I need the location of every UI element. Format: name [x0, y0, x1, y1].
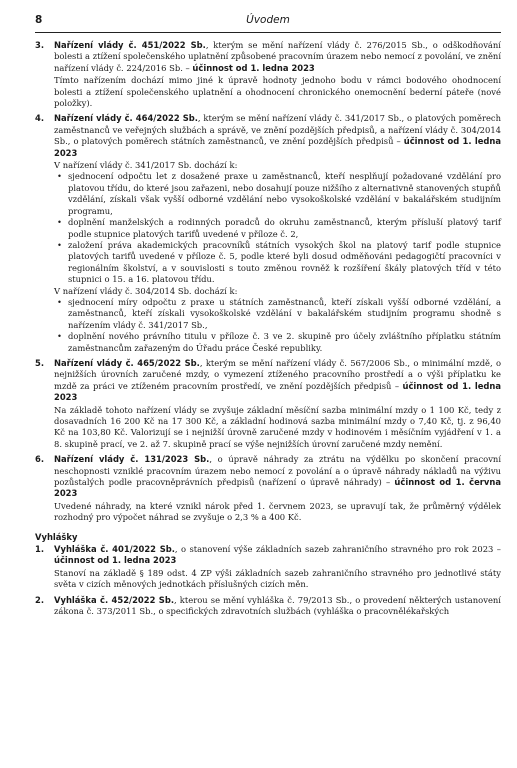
decree-title: Vyhláška č. 401/2022 Sb. [54, 544, 175, 555]
item-paragraph: Na základě tohoto nařízení vlády se zvyšuje základní měsíční sazba minimální mzdy o 1 100 Kč, tedy z dosavadních 16 200 Kč na 17 300 Kč, a základní hodinová sazba minimální mzdy o 7,40 Kč, tj. z 96,40 Kč na 103,80 Kč. Valorizují se i nejnižší úrovně zaručené mzdy v hodinovém i měsíčním vyjádření v 1. a 8. skupině prací, ve 2. až 7. skupině prací se výše nejnižších úrovní zaručené mzdy nemění. [54, 404, 501, 449]
item-heading [54, 595, 501, 618]
list-item [54, 331, 501, 354]
section-heading: Vyhlášky [35, 531, 78, 542]
item-heading [54, 544, 501, 567]
regulation-description: , kterým se mění nařízení vlády č. 567/2006 Sb., o minimální mzdě, o nejnižších úrovních zaručené mzdy, o vymezení ztíženého pracovního prostředí a o výši příplatku ke mzdě za práci ve ztíženém pracovním prostředí, ve znění pozdějších předpisů – [54, 357, 502, 391]
bullet-icon: • [57, 331, 62, 342]
bullet-list [54, 297, 501, 354]
decree-item [35, 544, 501, 591]
regulation-item [35, 358, 501, 450]
item-paragraph: Tímto nařízením dochází mimo jiné k úpravě hodnoty jednoho bodu v rámci bodového ohodnocení bolesti a ztížení společenského uplatnění a ohodnocení chronického onemocnění bederní páteře (nové položky). [54, 75, 501, 109]
item-number: 2. [35, 594, 45, 605]
regulation-item [35, 113, 501, 354]
running-title: Úvodem [246, 14, 290, 26]
regulation-item [35, 454, 501, 523]
item-number: 1. [35, 544, 45, 555]
bullet-list [54, 171, 501, 285]
item-number: 6. [35, 454, 45, 465]
effective-date: účinnost od 1. ledna 2023 [192, 62, 315, 73]
bullet-icon: • [57, 239, 62, 250]
list-item-text: doplnění manželských a rodinných poradců do okruhu zaměstnanců, kterým přísluší platový tarif podle stupnice platových tarifů uvedené v příloze č. 2, [68, 217, 501, 239]
bullet-icon: • [57, 171, 62, 182]
regulation-title: Nařízení vlády č. 464/2022 Sb. [54, 113, 198, 124]
item-heading [54, 40, 501, 74]
item-heading [54, 454, 501, 500]
list-item [54, 240, 501, 286]
list-item-text: doplnění nového právního titulu v příloze č. 3 ve 2. skupině pro účely zvláštního příplatku státním zaměstnancům zařazeným do Úřadu práce České republiky. [68, 331, 501, 353]
item-number: 5. [35, 357, 45, 368]
list-item [54, 217, 501, 240]
regulation-title: Nařízení vlády č. 465/2022 Sb. [54, 357, 200, 368]
decree-description: , kterou se mění vyhláška č. 79/2013 Sb., o provedení některých ustanovení zákona č. 373/2011 Sb., o specifických zdravotních službách (vyhláška o pracovnělékařských [54, 594, 501, 617]
effective-date: účinnost od 1. června 2023 [54, 477, 501, 499]
regulation-title: Nařízení vlády č. 131/2023 Sb. [54, 454, 210, 465]
effective-date: účinnost od 1. ledna 2023 [54, 555, 177, 566]
item-paragraph: Stanoví na základě § 189 odst. 4 ZP výši základních sazeb zahraničního stravného pro jednotlivé státy světa v cizích měnových jednotkách příslušných cizích měn. [54, 567, 501, 590]
list-item-text: založení práva akademických pracovníků státních vysokých škol na platový tarif podle stupnice platových tarifů uvedené v příloze č. 5, podle které byli dosud odměňováni pedagogičtí pracovníci v regionálním školství, a v souvislosti s touto změnou rovněž k rozšíření škály platových tříd v této stupnici o 15. a 16. platovou třídu. [68, 239, 501, 285]
bullet-intro: V nařízení vlády č. 341/2017 Sb. dochází k: [54, 160, 238, 171]
effective-date: účinnost od 1. ledna 2023 [54, 380, 501, 403]
regulation-description: , kterým se mění nařízení vlády č. 341/2017 Sb., o platových poměrech zaměstnanců ve veřejných službách a správě, ve znění pozdějších předpisů, a nařízení vlády č. 304/2014 Sb., o platových poměrech státních zaměstnanců, ve znění pozdějších předpisů – [54, 113, 501, 147]
regulation-description: , kterým se mění nařízení vlády č. 276/2015 Sb., o odškodňování bolesti a ztížení společenského uplatnění způsobené pracovním úrazem nebo nemocí z povolání, ve znění nařízení vlády č. 224/2016 Sb. – [54, 40, 501, 73]
decree-description: , o stanovení výše základních sazeb zahraničního stravného pro rok 2023 – [174, 544, 501, 555]
list-item-text: sjednocení odpočtu let z dosažené praxe u zaměstnanců, kteří nesplňují požadované vzdělání pro platovou třídu, do které jsou zařazeni, nebo dosahují pouze nižšího z alternativně stanovených stupňů vzdělání, získali však vyšší odborné vzdělání nebo vysokoškolské vzdělání v bakalářském studijním programu, [68, 171, 501, 216]
list-item [54, 297, 501, 331]
item-heading [54, 358, 501, 404]
item-number: 4. [35, 113, 45, 124]
item-heading [54, 113, 501, 159]
regulation-item [35, 40, 501, 109]
bullet-icon: • [57, 217, 62, 228]
list-item [54, 171, 501, 217]
item-paragraph: Uvedené náhrady, na které vznikl nárok před 1. červnem 2023, se upravují tak, že průměrný výdělek rozhodný pro výpočet náhrad se zvyšuje o 2,3 % a 400 Kč. [54, 500, 501, 523]
page-header [35, 13, 501, 33]
effective-date: účinnost od 1. ledna 2023 [54, 136, 501, 158]
regulation-description: , o úpravě náhrady za ztrátu na výdělku po skončení pracovní neschopnosti vzniklé pracovním úrazem nebo nemocí z povolání a o úpravě náhrady nákladů na výživu pozůstalých podle pracovněprávních předpisů (nařízení o úpravě náhrady) – [54, 454, 502, 488]
list-item-text: sjednocení míry odpočtu z praxe u státních zaměstnanců, kteří získali vyšší odborné vzdělání, a zaměstnanců, kteří získali vysokoškolské vzdělání v bakalářském studijním programu shodně s nařízením vlády č. 341/2017 Sb., [68, 296, 501, 330]
page-content [35, 40, 501, 622]
bullet-intro: V nařízení vlády č. 304/2014 Sb. dochází k: [54, 285, 238, 296]
decree-item [35, 595, 501, 618]
decree-title: Vyhláška č. 452/2022 Sb. [54, 594, 174, 605]
item-number: 3. [35, 40, 45, 50]
page-number: 8 [35, 14, 43, 26]
bullet-icon: • [57, 296, 62, 307]
regulation-title: Nařízení vlády č. 451/2022 Sb. [54, 40, 206, 50]
